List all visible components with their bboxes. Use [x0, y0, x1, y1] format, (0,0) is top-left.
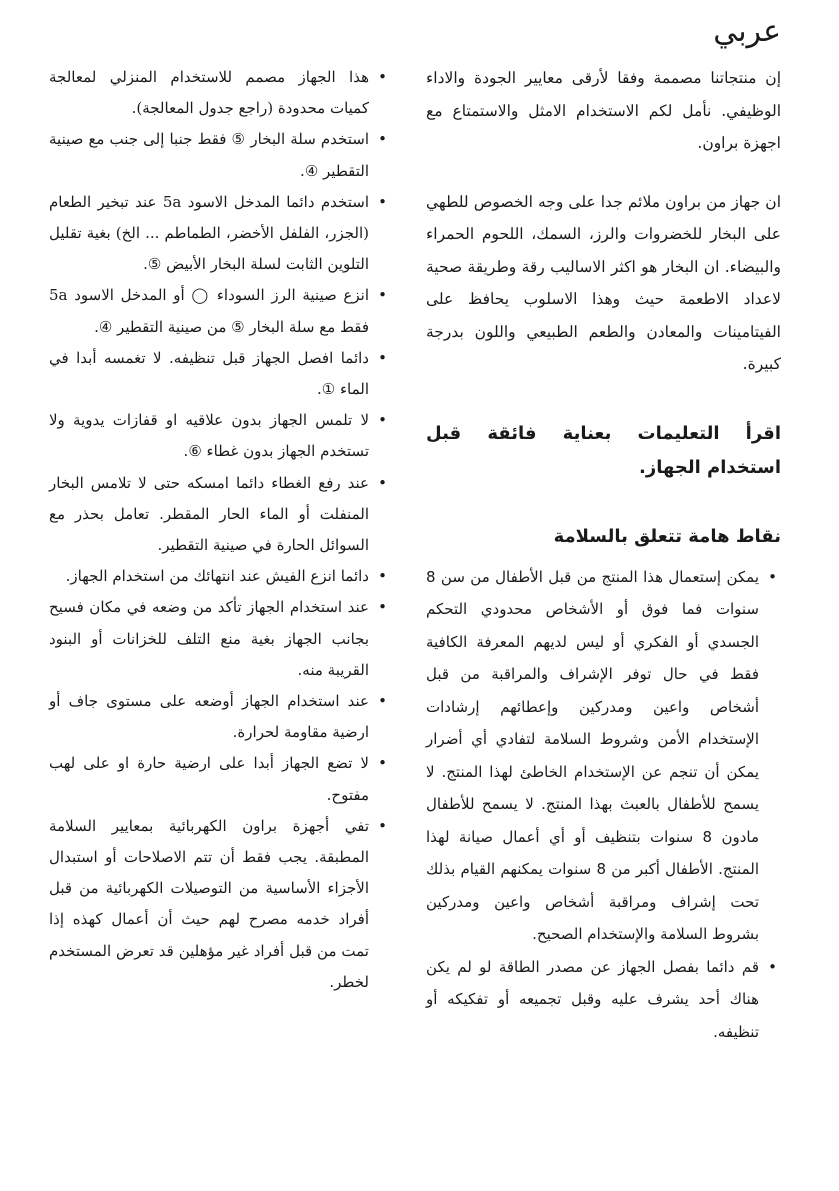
left-column	[49, 62, 391, 998]
instruction-item: • دائما افصل الجهاز قبل تنظيفه. لا تغمسه أبدا في الماء ①.	[49, 343, 391, 405]
instruction-item: • عند استخدام الجهاز أوضعه على مستوى جاف أو ارضية مقاومة لحرارة.	[49, 686, 391, 748]
safety-item: • يمكن إستعمال هذا المنتج من قبل الأطفال من سن 8 سنوات فما فوق أو الأشخاص محدودي التحكم الجسدي أو الفكري أو ليس لديهم المعرفة الكافية فقط في حال توفر الإشراف والمراقبة من قبل أشخاص واعين ومدركين وإعطائهم إرشادات الإستخدام الأمن وشروط السلامة لتفادي أي أضرار يمكن أن تنجم عن الإستخدام الخاطئ لهذا المنتج. لا يسمح للأطفال بالعبث بهذا المنتج. لا يسمح للأطفال مادون 8 سنوات بتنظيف أو أي أعمال صيانة لهذا المنتج. الأطفال أكبر من 8 سنوات يمكنهم القيام بذلك تحت إشراف ومراقبة أشخاص واعين ومدركين بشروط السلامة والإستخدام الصحيح.	[426, 561, 781, 951]
instruction-item: • تفي أجهزة براون الكهربائية بمعايير السلامة المطبقة. يجب فقط أن تتم الاصلاحات أو استبدال الأجزاء الأساسية من التوصيلات الكهربائية من قبل أفراد خدمه مصرح لهم حيث أن أعمال كهذه إذا تمت من قبل أفراد غير مؤهلين قد تعرض المستخدم لخطر.	[49, 811, 391, 998]
safety-heading: نقاط هامة تتعلق بالسلامة	[553, 525, 781, 547]
instruction-item: • لا تلمس الجهاز بدون علاقيه او قفازات يدوية ولا تستخدم الجهاز بدون غطاء ⑥.	[49, 405, 391, 467]
language-title: عربي	[713, 14, 781, 49]
intro-paragraph-2: ان جهاز من براون ملائم جدا على وجه الخصوص للطهي على البخار للخضروات والرز، السمك، اللحوم الحمراء والبيضاء. ان البخار هو اكثر الاساليب رقة وطريقة صحية لاعداد الاطعمة حيث وهذا الاسلوب يحافظ على الفيتامينات والمعادن والطعم الطبيعي واللون بدرجة كبيرة.	[426, 192, 781, 373]
instruction-item: • هذا الجهاز مصمم للاستخدام المنزلي لمعالجة كميات محدودة (راجع جدول المعالجة).	[49, 62, 391, 124]
instruction-item: • عند استخدام الجهاز تأكد من وضعه في مكان فسيح بجانب الجهاز بغية منع التلف للخزانات أو البنود القريبة منه.	[49, 592, 391, 686]
instruction-item: • انزع صينية الرز السوداء ◯ أو المدخل الاسود 5a فقط مع سلة البخار ⑤ من صينية التقطير ④.	[49, 280, 391, 342]
instruction-item: • استخدم دائما المدخل الاسود 5a عند تبخير الطعام (الجزر، الفلفل الأخضر، الطماطم ... الخ) بغية تقليل التلوين الثابت لسلة البخار الأبيض ⑤.	[49, 187, 391, 281]
instruction-item: • دائما انزع الفيش عند انتهائك من استخدام الجهاز.	[49, 561, 391, 592]
intro-paragraph-1: إن منتجاتنا مصممة وفقا لأرقى معايير الجودة والاداء الوظيفي. نأمل لكم الاستخدام الامثل والاستمتاع مع اجهزة براون.	[426, 69, 781, 152]
right-column	[426, 62, 781, 1048]
instructions-list	[49, 62, 391, 998]
safety-item: • قم دائما بفصل الجهاز عن مصدر الطاقة لو لم يكن هناك أحد يشرف عليه وقبل تجميعه أو تفكيكه أو تنظيفه.	[426, 951, 781, 1049]
instruction-item: • عند رفع الغطاء دائما امسكه حتى لا تلامس البخار المنفلت أو الماء الحار المقطر. تعامل بحذر مع السوائل الحارة في صينية التقطير.	[49, 468, 391, 562]
instruction-item: • استخدم سلة البخار ⑤ فقط جنبا إلى جنب مع صينية التقطير ④.	[49, 124, 391, 186]
safety-list	[426, 561, 781, 1049]
instruction-item: • لا تضع الجهاز أبدا على ارضية حارة او على لهب مفتوح.	[49, 748, 391, 810]
read-instructions-heading: اقرأ التعليمات بعناية فائقة قبل استخدام الجهاز.	[426, 422, 781, 478]
